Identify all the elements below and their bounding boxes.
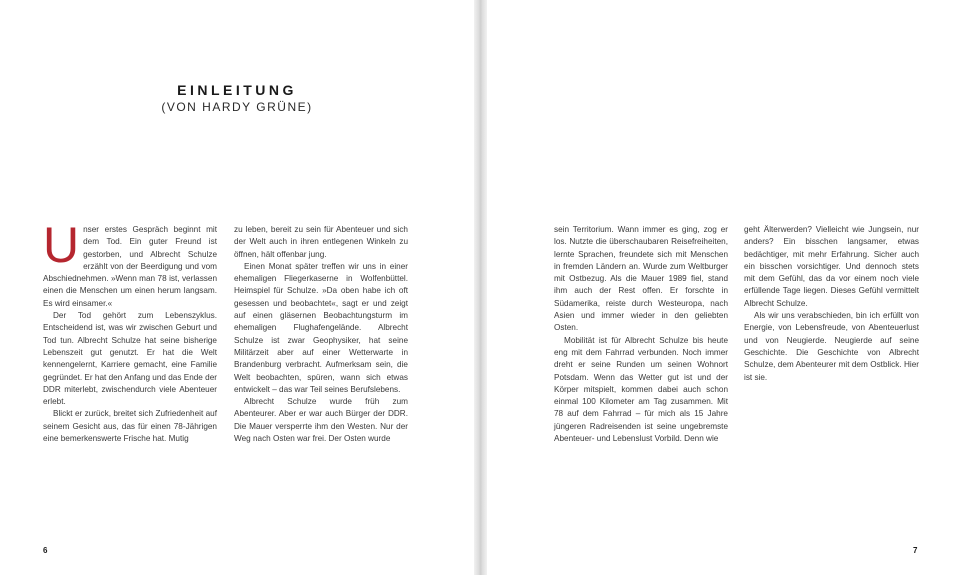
paragraph: Albrecht Schulze wurde früh zum Abenteurer. Aber er war auch Bürger der DDR. Die Mauer versperrte ihm den Westen. Nur der Weg nach Osten war frei. Der Osten wurde <box>234 397 408 444</box>
chapter-title: EINLEITUNG <box>177 82 297 98</box>
paragraph: Unser erstes Gespräch beginnt mit dem Tod. Ein guter Freund ist gestorben, und Albrecht Schulze erzählt von der Beerdigung und vom Abschiednehmen. »Wenn man 78 ist, verlassen einen die Menschen um einen herum langsam. Es wird einsamer.« <box>43 217 217 308</box>
page-number-left: 6 <box>43 546 48 555</box>
paragraph: Der Tod gehört zum Lebenszyklus. Entscheidend ist, was wir zwischen Geburt und Tod tun. Albrecht Schulze hat seine bisherige Lebenszeit gut genutzt. Er hat die Welt kennengelernt, Karriere gemacht, eine Familie gegründet. Er hat den Anfang und das Ende der DDR miterlebt, zwischendurch viele Abenteuer erlebt. <box>43 311 217 407</box>
paragraph: Einen Monat später treffen wir uns in einer ehemaligen Fliegerkaserne in Wolfenbüttel. Heimspiel für Schulze. »Da oben habe ich oft gesessen und beobachtet«, sagt er und zeigt auf einen gläsernen Beobachtungsturm im ehemaligen Flughafengelände. Albrecht Schulze ist zwar Geophysiker, hat seine Militärzeit aber auf einer Wetterwarte in Brandenburg verbracht. Aufmerksam sein, die Welt beobachten, spüren, wann sich etwas entwickelt – das war Teil seines Berufslebens. <box>234 261 408 394</box>
paragraph: Als wir uns verabschieden, bin ich erfüllt von Energie, von Lebensfreude, von Abenteuerlust und von Neugierde. Neugierde auf seine Geschichte. Die Geschichte von Albrecht Schulze, dem Abenteurer mit dem Ostblick. Hier ist sie. <box>744 311 919 382</box>
paragraph: geht Älterwerden? Vielleicht wie Jungsein, nur anders? Ein bisschen langsamer, etwas bedächtiger, mit mehr Erfahrung. Sicher auch ein bisschen vorsichtiger. Und dennoch stets mit dem Gefühl, das da vor einem noch viele erfüllende Tage liegen. Dieses Gefühl vermittelt Albrecht Schulze. <box>744 225 919 308</box>
text-column-4 <box>744 224 919 384</box>
left-page <box>0 0 474 575</box>
page-number-right: 7 <box>913 546 918 555</box>
drop-cap: U <box>43 217 80 273</box>
paragraph: Mobilität ist für Albrecht Schulze bis heute eng mit dem Fahrrad verbunden. Noch immer dreht er seine Runden um seinen Wohnort Potsdam. Wenn das Wetter gut ist und der Körper mitspielt, kommen dabei auch schon einmal 100 Kilometer am Tag zusammen. Mit 78 auf dem Fahrrad – für mich als 15 Jahre jüngeren Radreisenden ist seine ungebremste Abenteuer- und Lebenslust Vorbild. Denn wie <box>554 335 728 444</box>
chapter-subtitle: (VON HARDY GRÜNE) <box>161 100 313 114</box>
text-column-2 <box>234 224 408 445</box>
book-gutter <box>474 0 487 575</box>
text-column-1 <box>43 217 217 445</box>
paragraph: Blickt er zurück, breitet sich Zufriedenheit auf seinem Gesicht aus, das für einen 78-Jährigen eine bemerkenswerte Frische hat. Mutig <box>43 409 217 444</box>
paragraph: sein Territorium. Wann immer es ging, zog er los. Nutzte die überschaubaren Reisefreiheiten, lernte Sprachen, freundete sich mit Menschen in fremden Ländern an. Wurde zum Weltburger mit Ostbezug. Als die Mauer 1989 fiel, stand ihm auch der Rest offen. Er forschte in Südamerika, reiste durch Westeuropa, nach Asien und immer wieder in den geliebten Osten. <box>554 225 728 333</box>
text-column-3 <box>554 224 728 445</box>
paragraph: zu leben, bereit zu sein für Abenteuer und sich der Welt auch in ihren entlegenen Winkeln zu öffnen, hält offenbar jung. <box>234 225 408 259</box>
